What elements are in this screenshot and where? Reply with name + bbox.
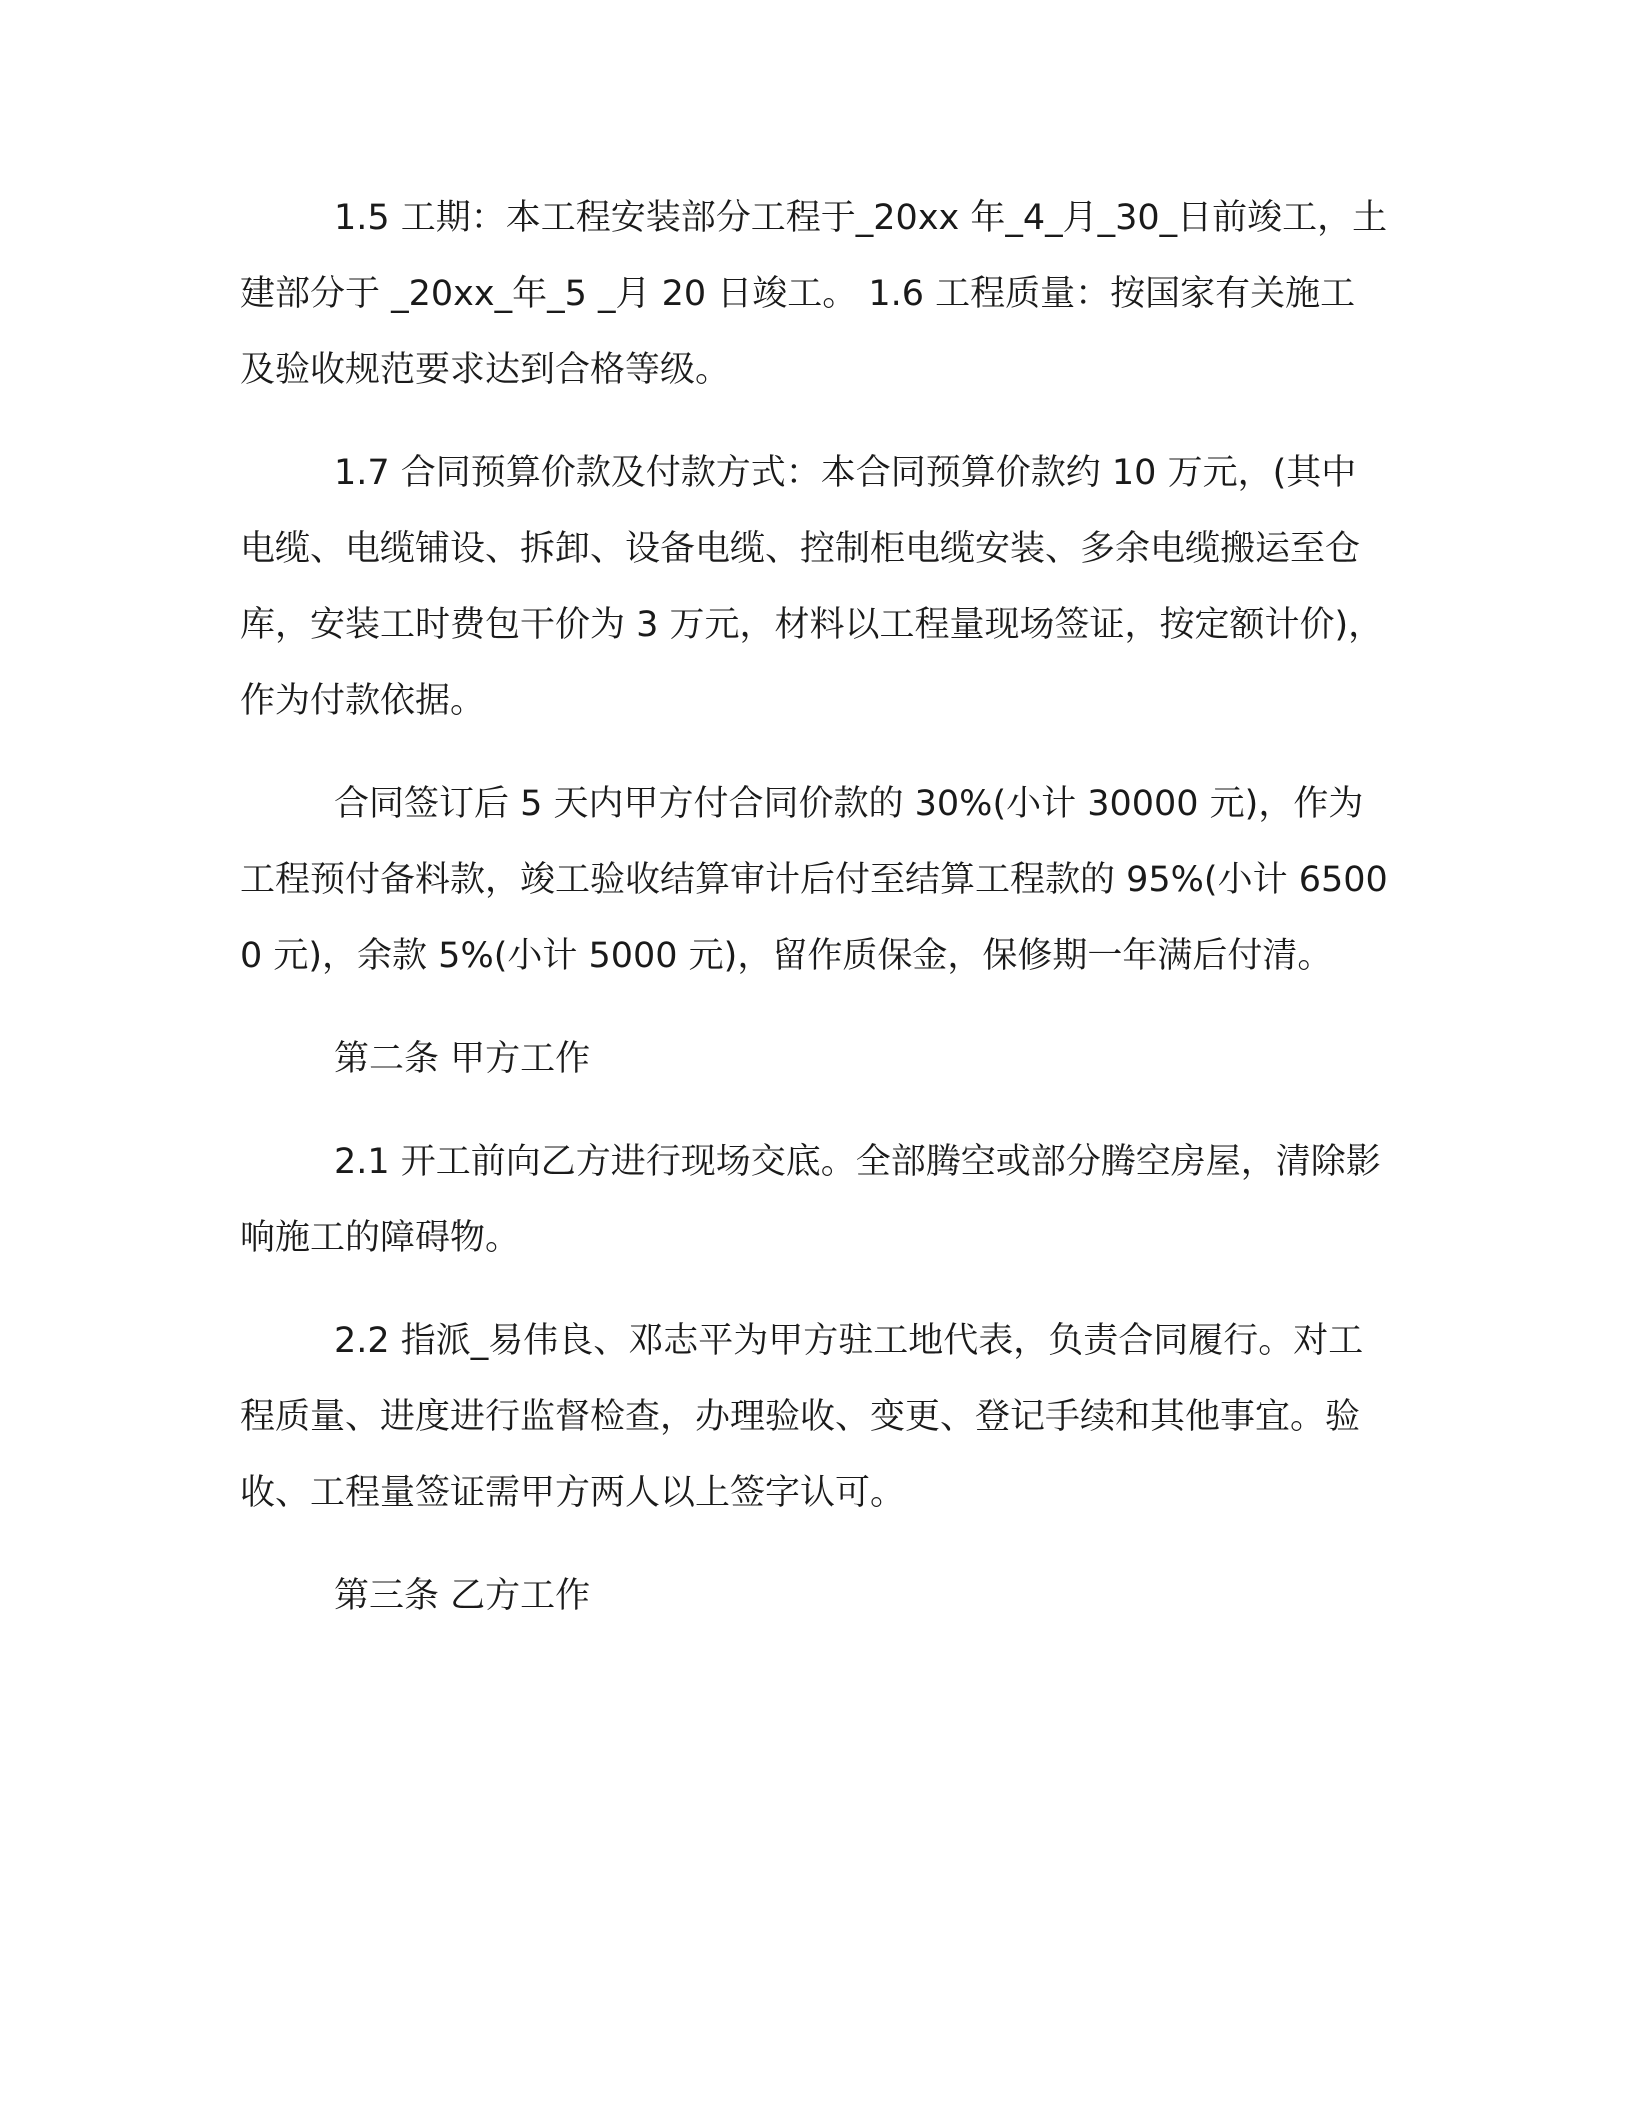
heading-article-3: 第三条 乙方工作 <box>334 1576 591 1616</box>
paragraph-payment-terms: 合同签订后 5 天内甲方付合同价款的 30%(小计 30000 元)，作为工程预付备料款，竣工验收结算审计后付至结算工程款的 95%(小计 65000 元)，余款 5%(小计 5000 元)，留作质保金，保修期一年满后付清。 <box>240 784 1388 976</box>
paragraph-1-7-contract-price: 1.7 合同预算价款及付款方式：本合同预算价款约 10 万元，(其中电缆、电缆铺设、拆卸、设备电缆、控制柜电缆安装、多余电缆搬运至仓库，安装工时费包干价为 3 万元，材料以工程量现场签证，按定额计价)，作为付款依据。 <box>240 453 1384 721</box>
paragraph-1-5-schedule-quality: 1.5 工期：本工程安装部分工程于_20xx 年_4_月_30_日前竣工，土建部分于 _20xx_年_5 _月 20 日竣工。 1.6 工程质量：按国家有关施工及验收规范要求达到合格等级。 <box>240 198 1388 390</box>
document-body <box>240 180 1390 1661</box>
paragraph-2-2: 2.2 指派_易伟良、邓志平为甲方驻工地代表，负责合同履行。对工程质量、进度进行监督检查，办理验收、变更、登记手续和其他事宜。验收、工程量签证需甲方两人以上签字认可。 <box>240 1321 1364 1513</box>
heading-article-2: 第二条 甲方工作 <box>334 1039 591 1079</box>
paragraph-2-1: 2.1 开工前向乙方进行现场交底。全部腾空或部分腾空房屋，清除影响施工的障碍物。 <box>240 1142 1381 1258</box>
